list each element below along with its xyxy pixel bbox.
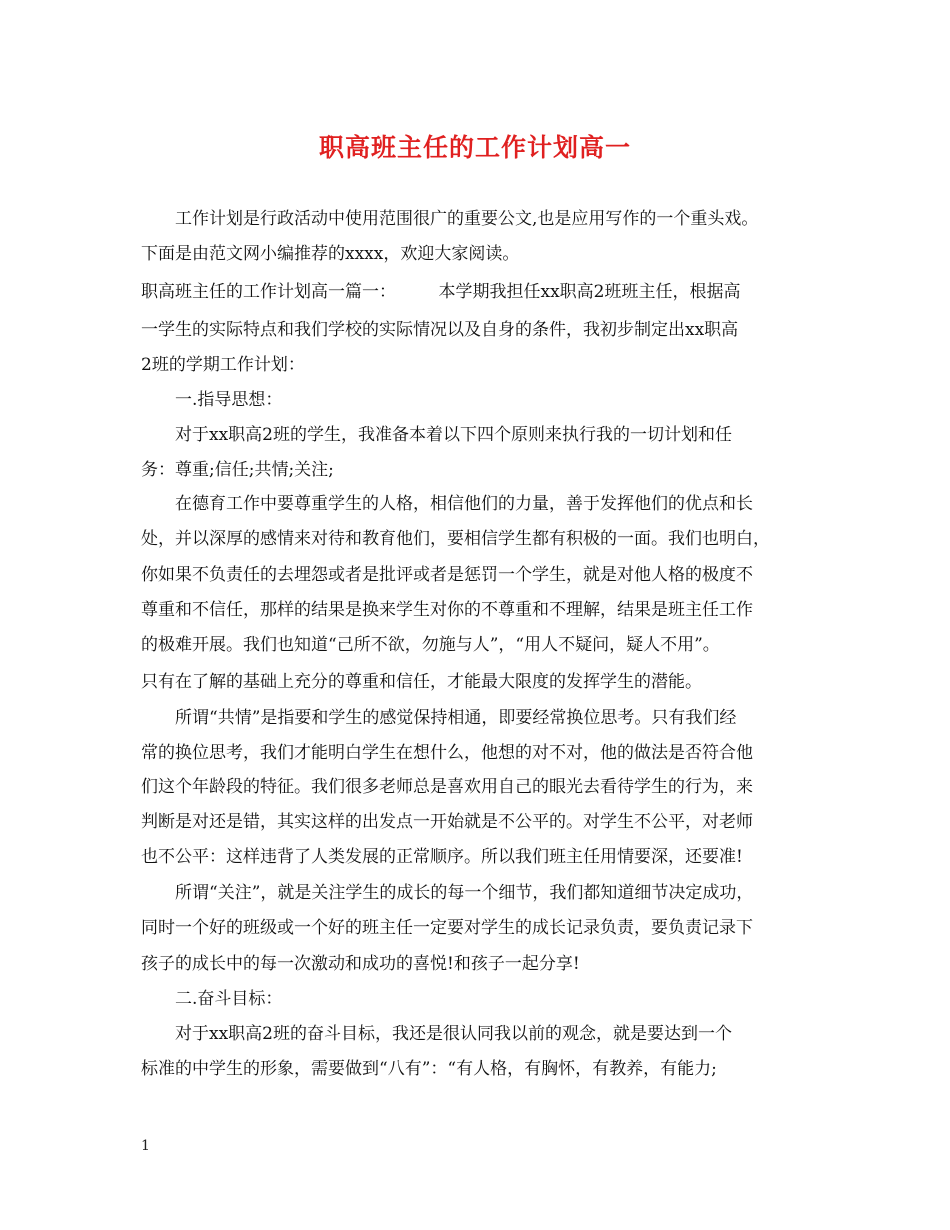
paragraph-line: 职高班主任的工作计划高一篇一： 本学期我担任xx职高2班班主任，根据高 <box>141 282 741 302</box>
paragraph-line: 下面是由范文网小编推荐的xxxx，欢迎大家阅读。 <box>141 244 520 264</box>
paragraph-line: 对于xx职高2班的奋斗目标，我还是很认同我以前的观念，就是要达到一个 <box>175 1024 732 1044</box>
paragraph-line: 处，并以深厚的感情来对待和教育他们，要相信学生都有积极的一面。我们也明白， <box>141 529 770 549</box>
section-heading: 二.奋斗目标： <box>175 989 283 1009</box>
paragraph-line: 工作计划是行政活动中使用范围很广的重要公文,也是应用写作的一个重头戏。 <box>175 209 759 229</box>
document-title: 职高班主任的工作计划高一 <box>318 133 631 162</box>
paragraph-line: 孩子的成长中的每一次激动和成功的喜悦!和孩子一起分享! <box>141 954 580 974</box>
paragraph-line: 们这个年龄段的特征。我们很多老师总是喜欢用自己的眼光去看待学生的行为，来 <box>141 777 753 797</box>
paragraph-line: 一学生的实际特点和我们学校的实际情况以及自身的条件，我初步制定出xx职高 <box>141 320 739 340</box>
paragraph-line: 2班的学期工作计划： <box>141 355 305 375</box>
paragraph-line: 尊重和不信任，那样的结果是换来学生对你的不尊重和不理解，结果是班主任工作 <box>141 600 753 620</box>
paragraph-line: 常的换位思考，我们才能明白学生在想什么，他想的对不对，他的做法是否符合他 <box>141 743 753 763</box>
paragraph-line: 只有在了解的基础上充分的尊重和信任，才能最大限度的发挥学生的潜能。 <box>141 672 702 692</box>
paragraph-line: 所谓“关注”，就是关注学生的成长的每一个细节，我们都知道细节决定成功， <box>175 883 754 903</box>
paragraph-line: 判断是对还是错，其实这样的出发点一开始就是不公平的。对学生不公平，对老师 <box>141 812 753 832</box>
section-heading: 一.指导思想： <box>175 390 283 410</box>
page-number: 1 <box>141 1138 150 1154</box>
paragraph-line: 同时一个好的班级或一个好的班主任一定要对学生的成长记录负责，要负责记录下 <box>141 918 753 938</box>
paragraph-line: 在德育工作中要尊重学生的人格，相信他们的力量，善于发挥他们的优点和长 <box>175 494 753 514</box>
paragraph-line: 你如果不负责任的去埋怨或者是批评或者是惩罚一个学生，就是对他人格的极度不 <box>141 565 753 585</box>
paragraph-line: 标准的中学生的形象，需要做到“八有”：“有人格，有胸怀，有教养，有能力; <box>141 1059 717 1079</box>
paragraph-line: 的极难开展。我们也知道“己所不欲，勿施与人”，“用人不疑问，疑人不用”。 <box>141 635 720 655</box>
paragraph-line: 对于xx职高2班的学生，我准备本着以下四个原则来执行我的一切计划和任 <box>175 425 732 445</box>
paragraph-line: 务：尊重;信任;共情;关注; <box>141 460 334 480</box>
paragraph-line: 也不公平：这样违背了人类发展的正常顺序。所以我们班主任用情要深，还要准! <box>141 847 743 867</box>
paragraph-line: 所谓“共情”是指要和学生的感觉保持相通，即要经常换位思考。只有我们经 <box>175 708 737 728</box>
